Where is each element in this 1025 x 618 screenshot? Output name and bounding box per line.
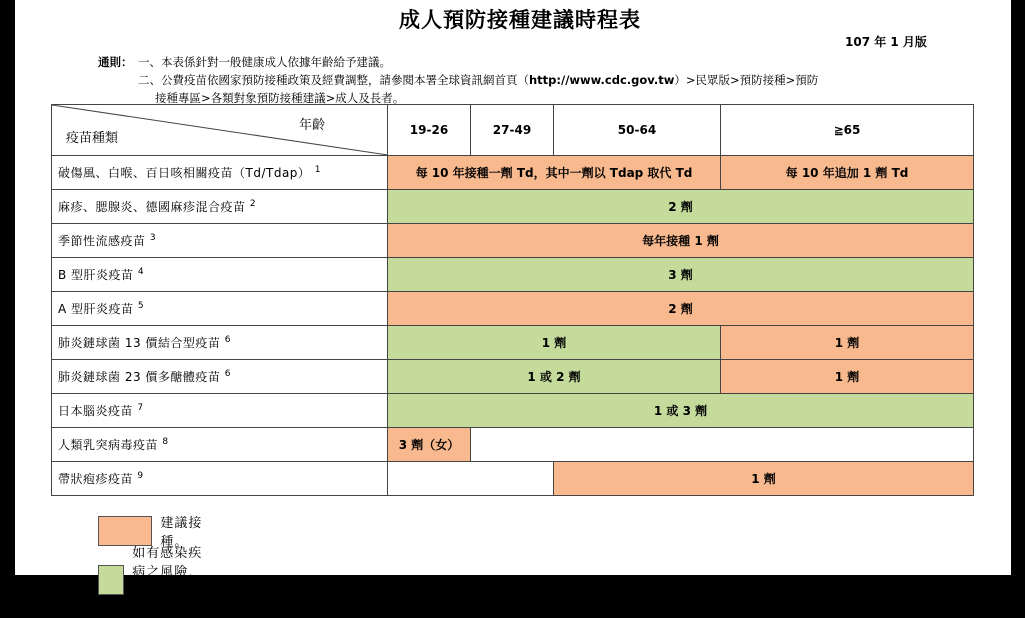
corner-cell: [52, 105, 388, 156]
age-header-19-26: 19-26: [388, 105, 471, 156]
table-row: [52, 258, 974, 292]
vaccine-name-cell: [52, 224, 388, 258]
vaccine-name-cell: [52, 428, 388, 462]
age-axis-label: 年齡: [298, 118, 325, 133]
vaccine-name-cell: [52, 394, 388, 428]
table-header-row: [52, 105, 974, 156]
vaccine-name: 肺炎鏈球菌 23 價多醣體疫苗: [58, 370, 221, 384]
vaccination-schedule-table: [51, 104, 974, 496]
table-row: [52, 156, 974, 190]
legend-item-risk-based: [98, 542, 210, 618]
notes-heading: 通則：: [98, 55, 133, 69]
schedule-cell-recommended: 1 劑: [721, 360, 974, 394]
schedule-cell-recommended: 2 劑: [388, 292, 974, 326]
vaccine-name: 麻疹、腮腺炎、德國麻疹混合疫苗: [58, 200, 246, 214]
age-header-50-64: 50-64: [554, 105, 721, 156]
general-notes: [98, 53, 818, 107]
vaccine-name-cell: [52, 258, 388, 292]
table-row: [52, 190, 974, 224]
footnote-ref: 7: [137, 403, 144, 413]
footnote-ref: 3: [149, 233, 157, 243]
legend-label-recommended: 建議接種。: [160, 516, 203, 550]
legend-label-risk-based: 如有感染疾病之風險，可依建議接種。: [132, 546, 203, 618]
note-line-3: 接種專區>各類對象預防接種建議>成人及長者。: [155, 91, 405, 105]
schedule-cell-recommended: 每 10 年接種一劑 Td，其中一劑以 Tdap 取代 Td: [388, 156, 721, 190]
document-title: 成人預防接種建議時程表: [399, 7, 641, 32]
vaccine-name: 破傷風、白喉、百日咳相關疫苗（Td/Tdap）: [58, 166, 311, 180]
note-line-1: 一、本表係針對一般健康成人依據年齡給予建議。: [138, 55, 391, 69]
table-row: [52, 326, 974, 360]
footnote-ref: 8: [162, 437, 169, 447]
schedule-cell-empty: [471, 428, 974, 462]
footnote-ref: 6: [224, 369, 231, 379]
vaccine-name-cell: [52, 360, 388, 394]
table-row: [52, 292, 974, 326]
schedule-cell-risk-based: 2 劑: [388, 190, 974, 224]
schedule-cell-recommended: 每年接種 1 劑: [388, 224, 974, 258]
cdc-url-link[interactable]: http://www.cdc.gov.tw: [529, 73, 675, 87]
schedule-cell-risk-based: 3 劑: [388, 258, 974, 292]
vaccine-name-cell: [52, 190, 388, 224]
table-row: [52, 394, 974, 428]
footnote-ref: 6: [224, 335, 231, 345]
footnote-ref: 2: [249, 199, 257, 209]
vaccine-name: 肺炎鏈球菌 13 價結合型疫苗: [58, 336, 221, 350]
schedule-cell-recommended: 1 劑: [554, 462, 974, 496]
vaccine-name-cell: [52, 326, 388, 360]
schedule-cell-risk-based: 1 或 3 劑: [388, 394, 974, 428]
footnote-ref: 4: [137, 267, 145, 277]
legend-swatch-green: [98, 565, 124, 595]
age-header-27-49: 27-49: [471, 105, 554, 156]
vaccine-name: 人類乳突病毒疫苗: [58, 438, 159, 452]
schedule-cell-risk-based: 1 劑: [388, 326, 721, 360]
vaccine-name-cell: [52, 156, 388, 190]
schedule-cell-empty: [388, 462, 554, 496]
vaccine-name: 帶狀疱疹疫苗: [58, 472, 134, 486]
note-line-2-pre: 二、公費疫苗依國家預防接種政策及經費調整，請參閱本署全球資訊網首頁（: [138, 73, 529, 87]
vaccine-axis-label: 疫苗種類: [66, 131, 119, 146]
schedule-cell-recommended: 每 10 年追加 1 劑 Td: [721, 156, 974, 190]
footnote-ref: 5: [137, 301, 145, 311]
table-row: [52, 360, 974, 394]
version-label: 107 年 1 月版: [845, 35, 927, 49]
vaccine-name: B 型肝炎疫苗: [58, 268, 134, 282]
schedule-cell-recommended: 1 劑: [721, 326, 974, 360]
vaccine-name: 季節性流感疫苗: [58, 234, 146, 248]
note-line-2-post: ）>民眾版>預防接種>預防: [674, 73, 819, 87]
table-row: [52, 462, 974, 496]
table-row: [52, 428, 974, 462]
vaccine-name-cell: [52, 292, 388, 326]
footnote-ref: 9: [137, 471, 144, 481]
schedule-cell-recommended: 3 劑（女）: [388, 428, 471, 462]
schedule-cell-risk-based: 1 或 2 劑: [388, 360, 721, 394]
age-header-65-plus: ≧65: [721, 105, 974, 156]
vaccine-name: 日本腦炎疫苗: [58, 404, 134, 418]
table-row: [52, 224, 974, 258]
document-page: [15, 0, 1011, 618]
vaccine-name: A 型肝炎疫苗: [58, 302, 134, 316]
vaccine-name-cell: [52, 462, 388, 496]
footnote-ref: 1: [314, 165, 321, 175]
